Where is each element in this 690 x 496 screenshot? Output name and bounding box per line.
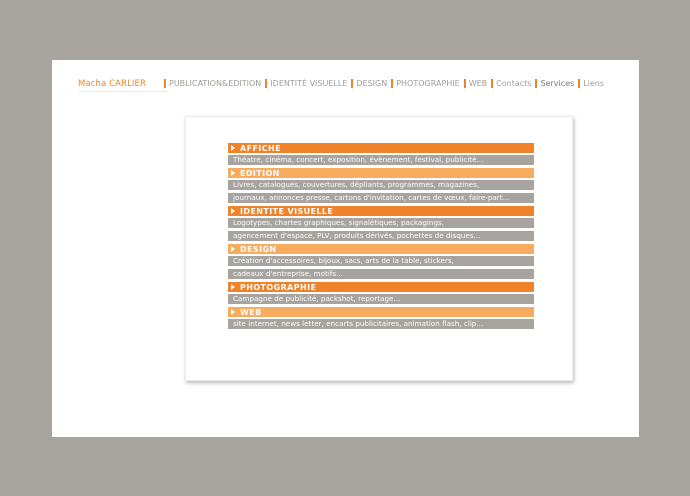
service-header-design[interactable]: [228, 244, 534, 254]
nav-label[interactable]: PHOTOGRAPHIE: [396, 79, 460, 88]
nav-label[interactable]: Liens: [583, 79, 605, 88]
service-title: WEB: [240, 307, 262, 317]
nav-item-contacts[interactable]: [491, 79, 531, 88]
nav-label[interactable]: Services: [540, 79, 575, 88]
service-description: Campagne de publicité, packshot, reportage...: [228, 294, 534, 304]
page-frame: [52, 60, 639, 437]
service-header-photographie[interactable]: [228, 282, 534, 292]
service-description: Création d'accessoires, bijoux, sacs, arts de la table, stickers,: [228, 256, 534, 266]
service-title: IDENTITE VISUELLE: [240, 206, 334, 216]
nav-separator: [265, 79, 267, 88]
nav-item-publication-edition[interactable]: [164, 79, 261, 88]
nav-label[interactable]: Contacts: [496, 79, 532, 88]
triangle-right-icon: [231, 145, 235, 151]
nav-item-design[interactable]: [351, 79, 387, 88]
nav-item-liens[interactable]: [578, 79, 604, 88]
service-description: cadeaux d'entreprise, motifs...: [228, 269, 534, 279]
site-brand[interactable]: Macha CARLIER: [78, 79, 146, 89]
service-title: PHOTOGRAPHIE: [240, 282, 317, 292]
service-title: DESIGN: [240, 244, 277, 254]
triangle-right-icon: [231, 309, 235, 315]
service-description: agencement d'espace, PLV, produits dérivés, pochettes de disques...: [228, 231, 534, 241]
services-card: [185, 116, 573, 381]
nav-separator: [351, 79, 353, 88]
nav-item-identit-visuelle[interactable]: [265, 79, 347, 88]
service-header-edition[interactable]: [228, 168, 534, 178]
nav-separator: [578, 79, 580, 88]
nav-label[interactable]: DESIGN: [356, 79, 388, 88]
service-description: Logotypes, chartes graphiques, signalétiques, packagings,: [228, 218, 534, 228]
triangle-right-icon: [231, 284, 235, 290]
service-description: Théatre, cinéma, concert, exposition, évènement, festival, publicité...: [228, 155, 534, 165]
nav-label[interactable]: IDENTITÉ VISUELLE: [270, 79, 348, 88]
nav-item-web[interactable]: [464, 79, 487, 88]
nav-separator: [164, 79, 166, 88]
nav-item-photographie[interactable]: [391, 79, 459, 88]
brand-underline: [78, 91, 168, 92]
nav-separator: [464, 79, 466, 88]
nav-label[interactable]: WEB: [468, 79, 488, 88]
service-header-web[interactable]: [228, 307, 534, 317]
nav-separator: [491, 79, 493, 88]
services-list: [228, 143, 534, 332]
nav-label[interactable]: PUBLICATION&EDITION: [169, 79, 262, 88]
service-description: journaux, annonces presse, cartons d'invitation, cartes de vœux, faire-part...: [228, 193, 534, 203]
service-title: AFFICHE: [240, 143, 281, 153]
triangle-right-icon: [231, 246, 235, 252]
triangle-right-icon: [231, 170, 235, 176]
triangle-right-icon: [231, 208, 235, 214]
nav-separator: [391, 79, 393, 88]
service-description: Livres, catalogues, couvertures, dépliants, programmes, magazines,: [228, 180, 534, 190]
service-description: site internet, news letter, encarts publicitaires, animation flash, clip...: [228, 319, 534, 329]
nav-item-services[interactable]: [535, 79, 574, 88]
service-header-affiche[interactable]: [228, 143, 534, 153]
nav-separator: [535, 79, 537, 88]
service-header-identite-visuelle[interactable]: [228, 206, 534, 216]
service-title: EDITION: [240, 168, 280, 178]
main-nav: [164, 79, 608, 88]
